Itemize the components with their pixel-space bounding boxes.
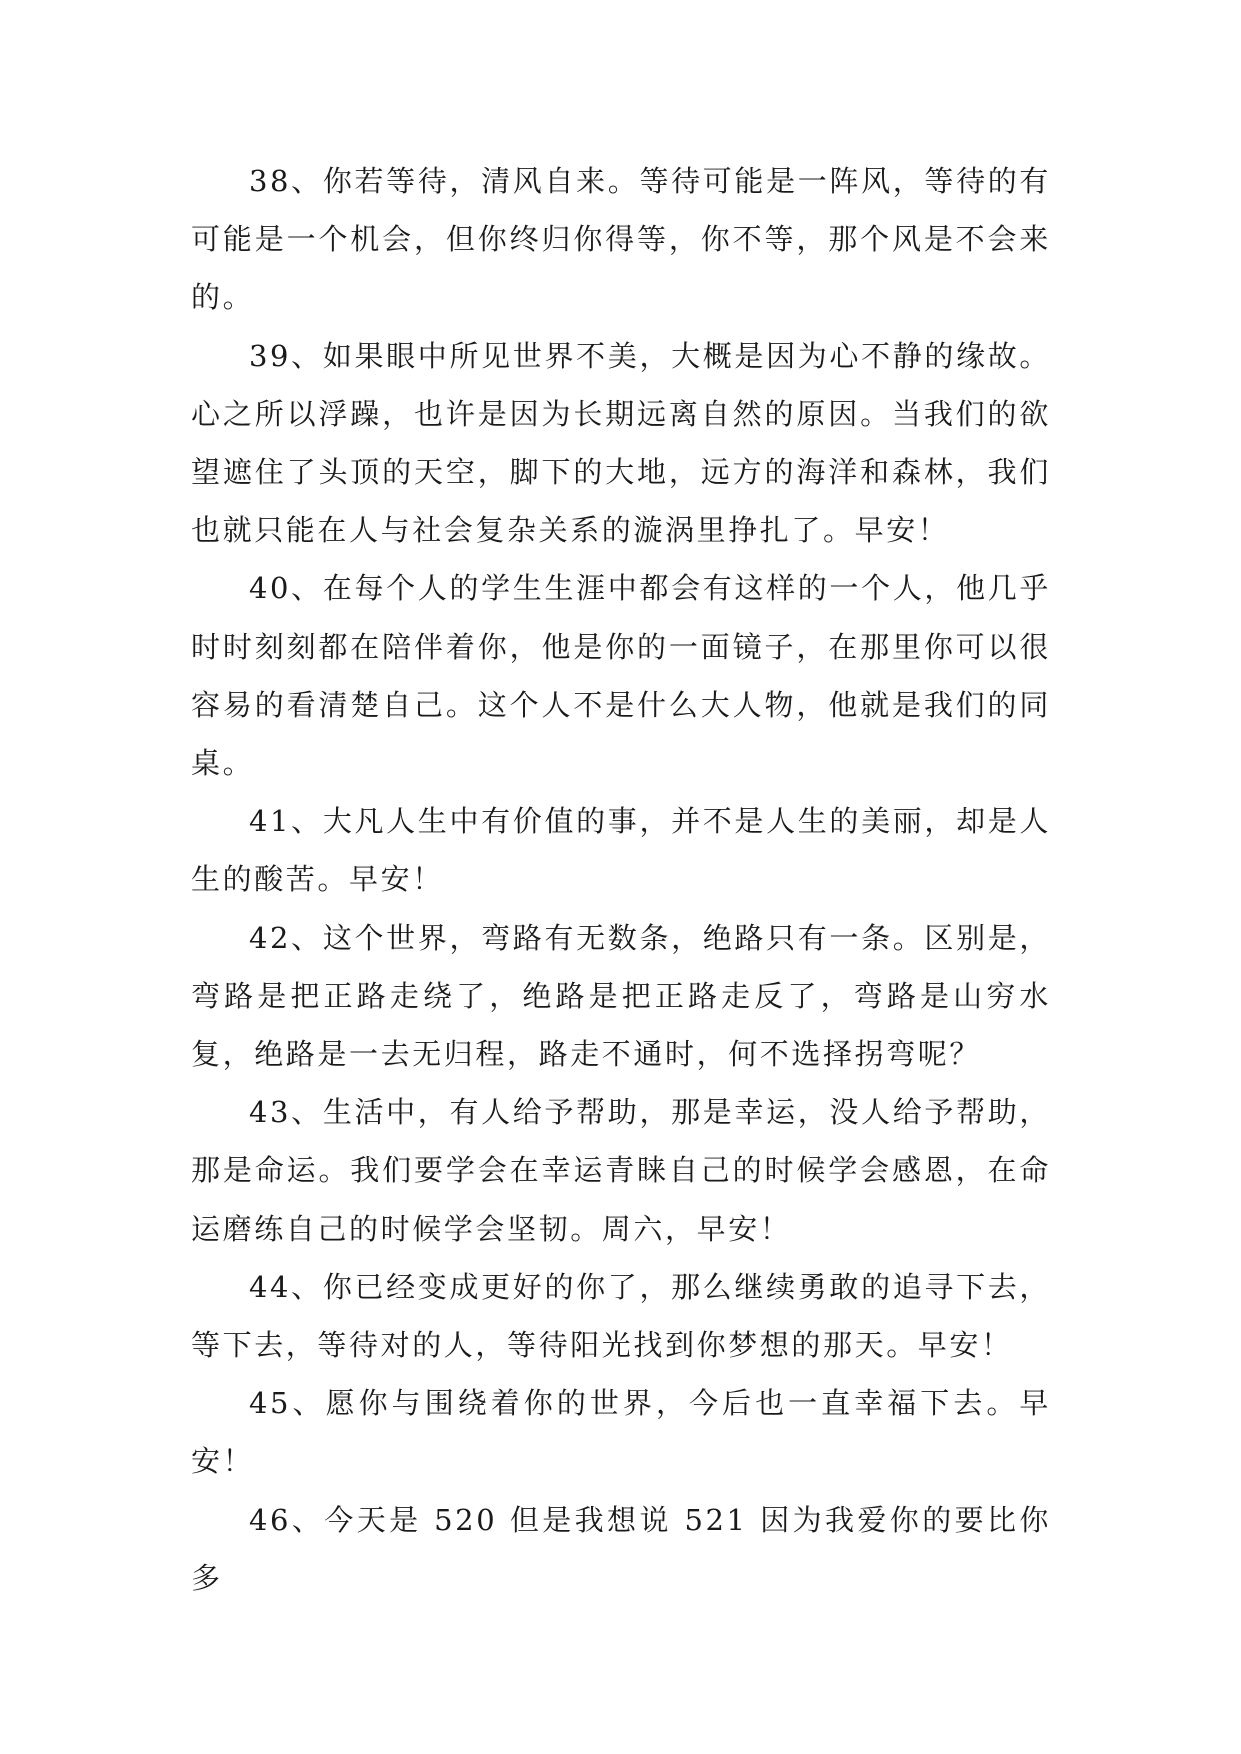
paragraph-41: 41、大凡人生中有价值的事，并不是人生的美丽，却是人生的酸苦。早安！ <box>191 804 1051 897</box>
document-page <box>191 0 1051 1754</box>
paragraph-43: 43、生活中，有人给予帮助，那是幸运，没人给予帮助，那是命运。我们要学会在幸运青睐自己的时候学会感恩，在命运磨练自己的时候学会坚韧。周六，早安！ <box>191 1095 1051 1246</box>
paragraph-list <box>191 152 1051 1607</box>
paragraph-38: 38、你若等待，清风自来。等待可能是一阵风，等待的有可能是一个机会，但你终归你得等，你不等，那个风是不会来的。 <box>191 164 1051 315</box>
paragraph-42: 42、这个世界，弯路有无数条，绝路只有一条。区别是，弯路是把正路走绕了，绝路是把正路走反了，弯路是山穷水复，绝路是一去无归程，路走不通时，何不选择拐弯呢？ <box>191 920 1051 1072</box>
paragraph-39: 39、如果眼中所见世界不美，大概是因为心不静的缘故。心之所以浮躁，也许是因为长期远离自然的原因。当我们的欲望遮住了头顶的天空，脚下的大地，远方的海洋和森林，我们也就只能在人与社会复杂关系的漩涡里挣扎了。早安！ <box>191 338 1051 548</box>
paragraph-45: 45、愿你与围绕着你的世界，今后也一直幸福下去。早安！ <box>191 1386 1051 1479</box>
paragraph-44: 44、你已经变成更好的你了，那么继续勇敢的追寻下去，等下去，等待对的人，等待阳光找到你梦想的那天。早安！ <box>191 1269 1051 1363</box>
paragraph-46: 46、今天是 520 但是我想说 521 因为我爱你的要比你多 <box>191 1502 1051 1595</box>
paragraph-40: 40、在每个人的学生生涯中都会有这样的一个人，他几乎时时刻刻都在陪伴着你，他是你的一面镜子，在那里你可以很容易的看清楚自己。这个人不是什么大人物，他就是我们的同桌。 <box>191 571 1051 781</box>
